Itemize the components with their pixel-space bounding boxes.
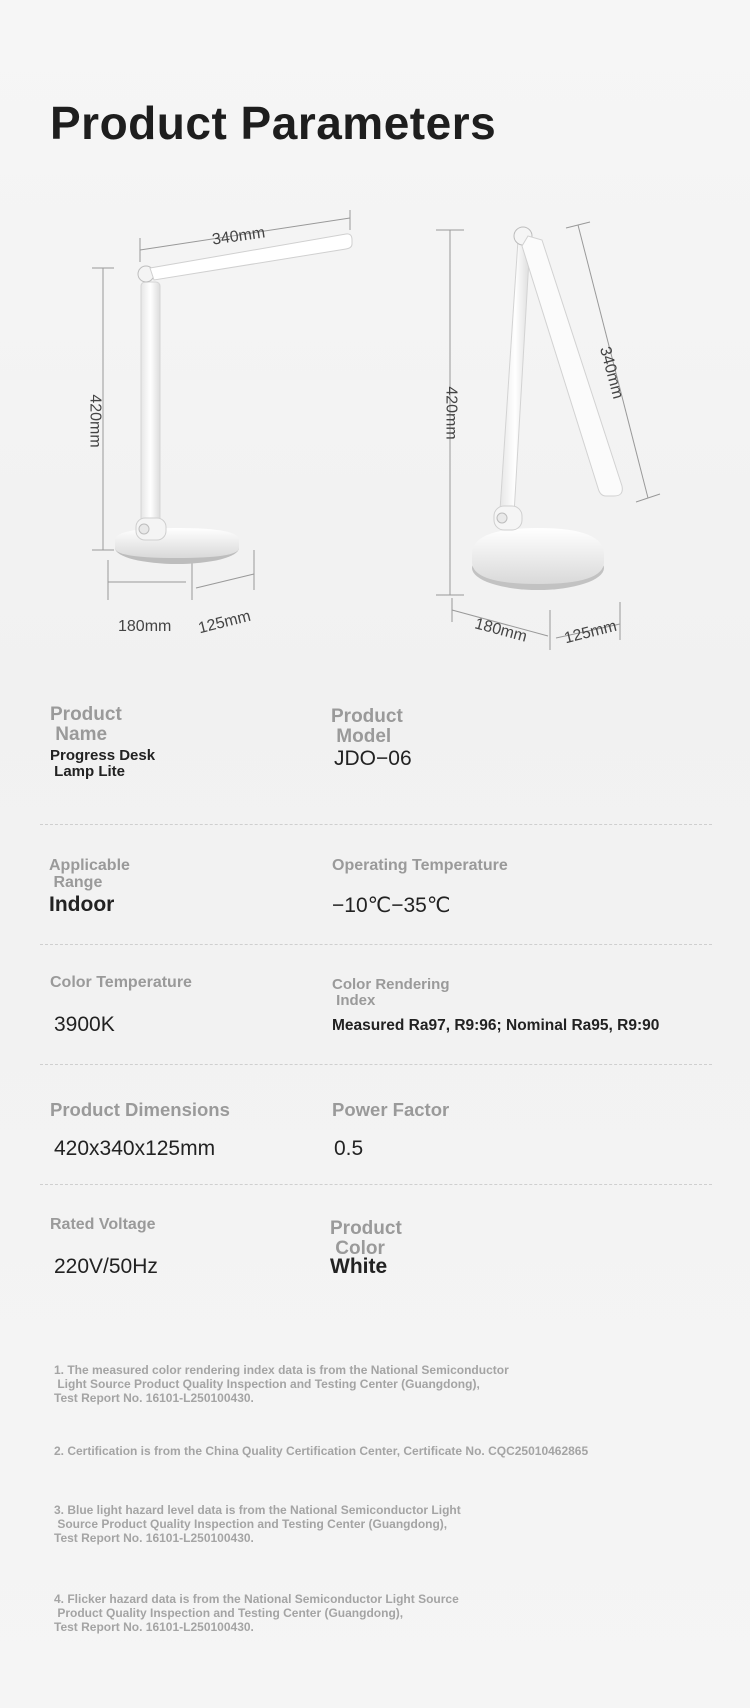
operating-temperature-label: Operating Temperature xyxy=(332,857,508,874)
operating-temperature-value: −10℃−35℃ xyxy=(332,894,451,917)
side-base-depth-label: 125mm xyxy=(562,617,619,648)
param-row-5 xyxy=(40,1185,712,1305)
applicable-range-label: Applicable Range xyxy=(49,857,130,891)
product-color-label: Product Color xyxy=(330,1218,402,1259)
product-model-value: JDO−06 xyxy=(334,747,412,770)
param-row-3 xyxy=(40,945,712,1065)
side-view-lamp xyxy=(436,222,660,650)
color-rendering-index-label: Color Rendering Index xyxy=(332,976,450,1009)
rated-voltage-label: Rated Voltage xyxy=(50,1216,156,1233)
color-rendering-index-value: Measured Ra97, R9:96; Nominal Ra95, R9:90 xyxy=(332,1017,660,1034)
footnote-1: 1. The measured color rendering index data is from the National Semiconductor Light Source Product Quality Inspection and Testing Center (Guangdong), Test Report No. 16101-L250100430. xyxy=(54,1363,509,1406)
front-width-label: 340mm xyxy=(211,224,267,249)
product-name-value: Progress Desk Lamp Lite xyxy=(50,747,156,780)
param-row-1 xyxy=(40,705,712,825)
product-model-label: Product Model xyxy=(331,706,403,747)
footnote-2: 2. Certification is from the China Quality Certification Center, Certificate No. CQC25010462865 xyxy=(54,1444,589,1458)
param-row-4 xyxy=(40,1065,712,1185)
color-temperature-value: 3900K xyxy=(54,1013,115,1036)
param-row-2 xyxy=(40,825,712,945)
product-dimensions-value: 420x340x125mm xyxy=(54,1137,216,1160)
front-base-length-label: 180mm xyxy=(118,618,172,635)
product-color-value: White xyxy=(330,1255,388,1278)
rated-voltage-value: 220V/50Hz xyxy=(54,1255,158,1278)
power-factor-label: Power Factor xyxy=(332,1099,450,1120)
front-height-label: 420mm xyxy=(86,394,104,448)
footnote-3: 3. Blue light hazard level data is from the National Semiconductor Light Source Product Quality Inspection and Testing Center (Guangdong), Test Report No. 16101-L250100430. xyxy=(54,1503,461,1546)
product-name-label: Product Name xyxy=(50,704,122,745)
side-arm-label: 340mm xyxy=(596,344,627,401)
lamp-illustration xyxy=(0,210,750,680)
product-dimension-figure xyxy=(0,210,750,680)
product-dimensions-label: Product Dimensions xyxy=(50,1099,230,1120)
power-factor-value: 0.5 xyxy=(334,1137,364,1160)
side-height-label: 420mm xyxy=(442,386,460,440)
color-temperature-label: Color Temperature xyxy=(50,974,192,991)
side-base-length-label: 180mm xyxy=(472,615,529,646)
page-title: Product Parameters xyxy=(50,97,497,149)
applicable-range-value: Indoor xyxy=(49,893,115,916)
footnote-4: 4. Flicker hazard data is from the National Semiconductor Light Source Product Quality Inspection and Testing Center (Guangdong), Test Report No. 16101-L250100430. xyxy=(54,1592,459,1635)
front-view-lamp xyxy=(92,210,352,600)
front-base-depth-label: 125mm xyxy=(196,607,253,638)
